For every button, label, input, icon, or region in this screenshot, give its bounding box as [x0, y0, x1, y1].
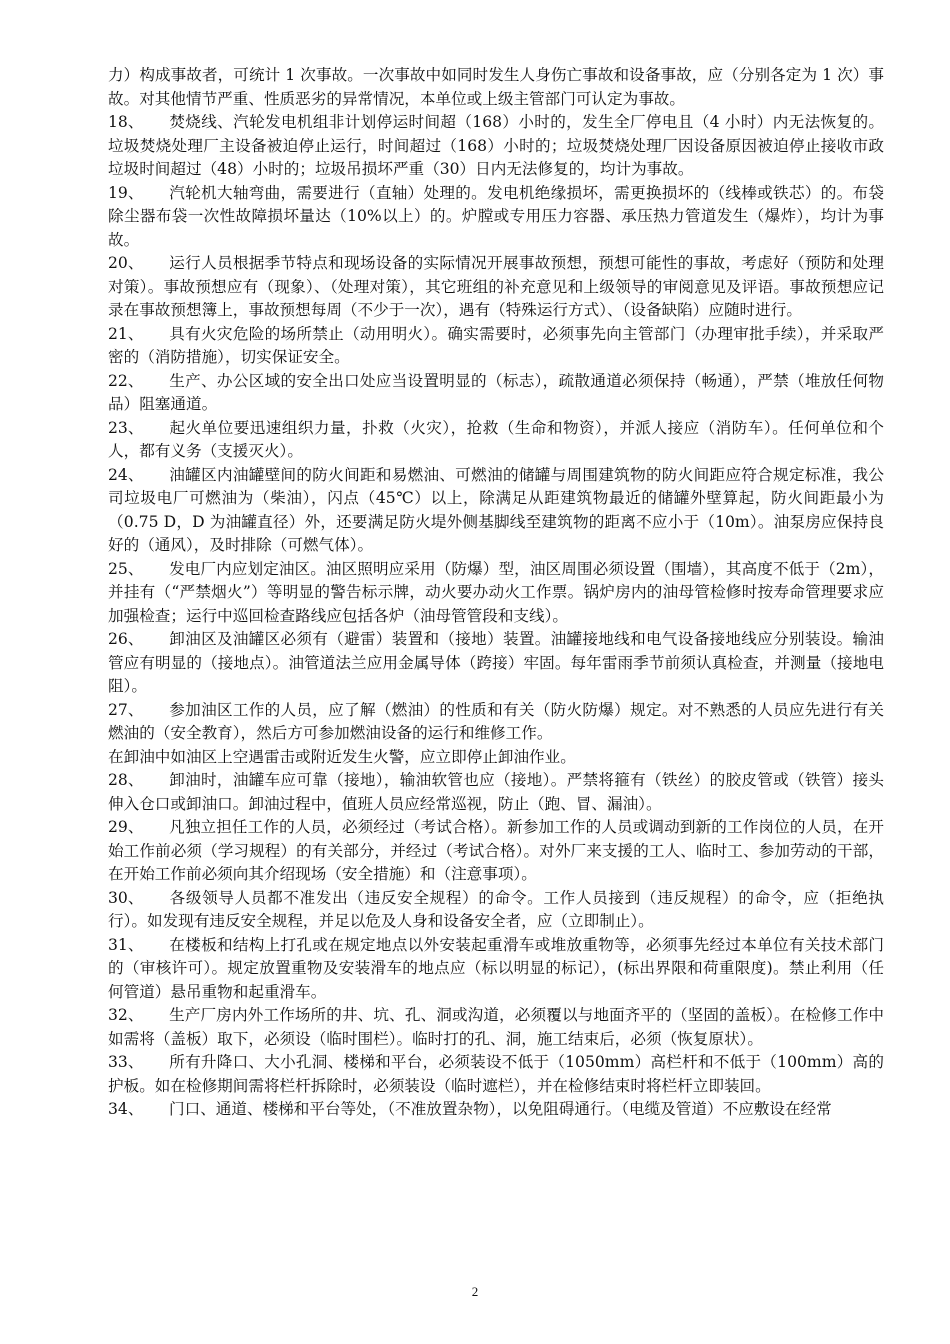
paragraph-text: 在卸油中如油区上空遇雷击或附近发生火警，应立即停止卸油作业。	[108, 747, 576, 766]
item-number: 24、	[108, 465, 144, 484]
paragraph	[108, 1051, 884, 1098]
paragraph	[108, 746, 884, 770]
item-number: 20、	[108, 254, 144, 272]
paragraph-text: 所有升降口、大小孔洞、楼梯和平台，必须装设不低于（1050mm）高栏杆和不低于（100mm）高的护板。如在检修期间需将栏杆拆除时，必须装设（临时遮栏），并在检修结束时将栏杆立即装回。	[108, 1053, 884, 1095]
item-number: 32、	[108, 1006, 144, 1024]
paragraph	[108, 1004, 884, 1051]
item-number: 23、	[108, 418, 144, 437]
paragraph-text: 焚烧线、汽轮发电机组非计划停运时间超（168）小时的，发生全厂停电且（4 小时）内无法恢复的。垃圾焚烧处理厂主设备被迫停止运行，时间超过（168）小时的；垃圾焚烧处理厂因设备原因被迫停止接收市政垃圾时间超过（48）小时的；垃圾吊损坏严重（30）日内无法修复的，均计为事故。	[108, 113, 884, 178]
paragraph-text: 发电厂内应划定油区。油区照明应采用（防爆）型，油区周围必须设置（围墙），其高度不低于（2m），并挂有（“严禁烟火”）等明显的警告标示牌，动火要办动火工作票。锅炉房内的油母管检修时按寿命管理要求应加强检查；运行中巡回检查路线应包括各炉（油母管管段和支线）。	[108, 559, 884, 625]
paragraph	[108, 699, 884, 746]
item-number: 30、	[108, 888, 144, 907]
item-number: 29、	[108, 818, 144, 836]
paragraph-text: 生产厂房内外工作场所的井、坑、孔、洞或沟道，必须覆以与地面齐平的（坚固的盖板）。在检修工作中如需将（盖板）取下，必须设（临时围栏）。临时打的孔、洞，施工结束后，必须（恢复原状）。	[108, 1006, 884, 1048]
paragraph-text: 汽轮机大轴弯曲，需要进行（直轴）处理的。发电机绝缘损坏，需更换损坏的（线棒或铁芯）的。布袋除尘器布袋一次性故障损坏量达（10%以上）的。炉膛或专用压力容器、承压热力管道发生（爆炸），均计为事故。	[108, 183, 884, 249]
item-number: 22、	[108, 371, 144, 390]
paragraph	[108, 464, 884, 558]
paragraph-text: 具有火灾危险的场所禁止（动用明火）。确实需要时，必须事先向主管部门（办理审批手续），并采取严密的（消防措施），切实保证安全。	[108, 324, 884, 366]
paragraph	[108, 417, 884, 464]
paragraph-text: 卸油时，油罐车应可靠（接地），输油软管也应（接地）。严禁将箍有（铁丝）的胶皮管或（铁管）接头伸入仓口或卸油口。卸油过程中，值班人员应经常巡视，防止（跑、冒、漏油）。	[108, 771, 884, 813]
page-number: 2	[471, 1284, 479, 1299]
item-number: 18、	[108, 113, 144, 131]
paragraph	[108, 628, 884, 699]
item-number: 26、	[108, 630, 144, 648]
paragraph-text: 力）构成事故者，可统计 1 次事故。一次事故中如同时发生人身伤亡事故和设备事故，应（分别各定为 1 次）事故。对其他情节严重、性质恶劣的异常情况，本单位或上级主管部门可认定为事故。	[108, 66, 884, 108]
paragraph	[108, 1098, 884, 1122]
paragraph-text: 运行人员根据季节特点和现场设备的实际情况开展事故预想，预想可能性的事故，考虑好（预防和处理对策）。事故预想应有（现象）、（处理对策），其它班组的补充意见和上级领导的审阅意见及评语。事故预想应记录在事故预想簿上，事故预想每周（不少于一次），遇有（特殊运行方式）、（设备缺陷）应随时进行。	[108, 254, 884, 319]
paragraph-text: 油罐区内油罐壁间的防火间距和易燃油、可燃油的储罐与周围建筑物的防火间距应符合规定标准，我公司垃圾电厂可燃油为（柴油），闪点（45℃）以上，除满足从距建筑物最近的储罐外壁算起，防火间距最小为（0.75 D，D 为油罐直径）外，还要满足防火堤外侧基脚线至建筑物的距离不应小于（10m）。油泵房应保持良好的（通风），及时排除（可燃气体）。	[108, 465, 884, 554]
item-number: 27、	[108, 700, 144, 719]
item-number: 33、	[108, 1053, 144, 1071]
paragraph-text: 凡独立担任工作的人员，必须经过（考试合格）。新参加工作的人员或调动到新的工作岗位的人员，在开始工作前必须（学习规程）的有关部分，并经过（考试合格）。对外厂来支援的工人、临时工、参加劳动的干部，在开始工作前必须向其介绍现场（安全措施）和（注意事项）。	[108, 818, 884, 883]
item-number: 21、	[108, 324, 144, 343]
item-number: 28、	[108, 771, 144, 789]
paragraph	[108, 816, 884, 887]
document-body	[108, 64, 884, 1122]
paragraph	[108, 558, 884, 629]
paragraph-text: 门口、通道、楼梯和平台等处，（不准放置杂物），以免阻碍通行。（电缆及管道）不应敷设在经常	[169, 1100, 832, 1118]
paragraph-text: 在楼板和结构上打孔或在规定地点以外安装起重滑车或堆放重物等，必须事先经过本单位有关技术部门的（审核许可）。规定放置重物及安装滑车的地点应（标以明显的标记），(标出界限和荷重限度)。禁止利用（任何管道）悬吊重物和起重滑车。	[108, 935, 884, 1001]
paragraph	[108, 323, 884, 370]
paragraph	[108, 111, 884, 182]
paragraph	[108, 64, 884, 111]
paragraph-text: 卸油区及油罐区必须有（避雷）装置和（接地）装置。油罐接地线和电气设备接地线应分别装设。输油管应有明显的（接地点）。油管道法兰应用金属导体（跨接）牢固。每年雷雨季节前须认真检查，并测量（接地电阻）。	[108, 630, 884, 695]
paragraph-text: 参加油区工作的人员，应了解（燃油）的性质和有关（防火防爆）规定。对不熟悉的人员应先进行有关燃油的（安全教育），然后方可参加燃油设备的运行和维修工作。	[108, 700, 884, 742]
item-number: 25、	[108, 559, 144, 578]
paragraph	[108, 934, 884, 1005]
item-number: 31、	[108, 935, 144, 954]
paragraph-text: 起火单位要迅速组织力量，扑救（火灾），抢救（生命和物资），并派人接应（消防车）。任何单位和个人，都有义务（支援灭火）。	[108, 418, 884, 460]
item-number: 34、	[108, 1100, 144, 1118]
item-number: 19、	[108, 183, 144, 202]
paragraph-text: 各级领导人员都不准发出（违反安全规程）的命令。工作人员接到（违反规程）的命令，应（拒绝执行）。如发现有违反安全规程，并足以危及人身和设备安全者，应（立即制止）。	[108, 888, 884, 930]
paragraph	[108, 370, 884, 417]
paragraph	[108, 887, 884, 934]
paragraph-text: 生产、办公区域的安全出口处应当设置明显的（标志），疏散通道必须保持（畅通），严禁（堆放任何物品）阻塞通道。	[108, 371, 884, 413]
paragraph	[108, 182, 884, 253]
paragraph	[108, 252, 884, 323]
paragraph	[108, 769, 884, 816]
